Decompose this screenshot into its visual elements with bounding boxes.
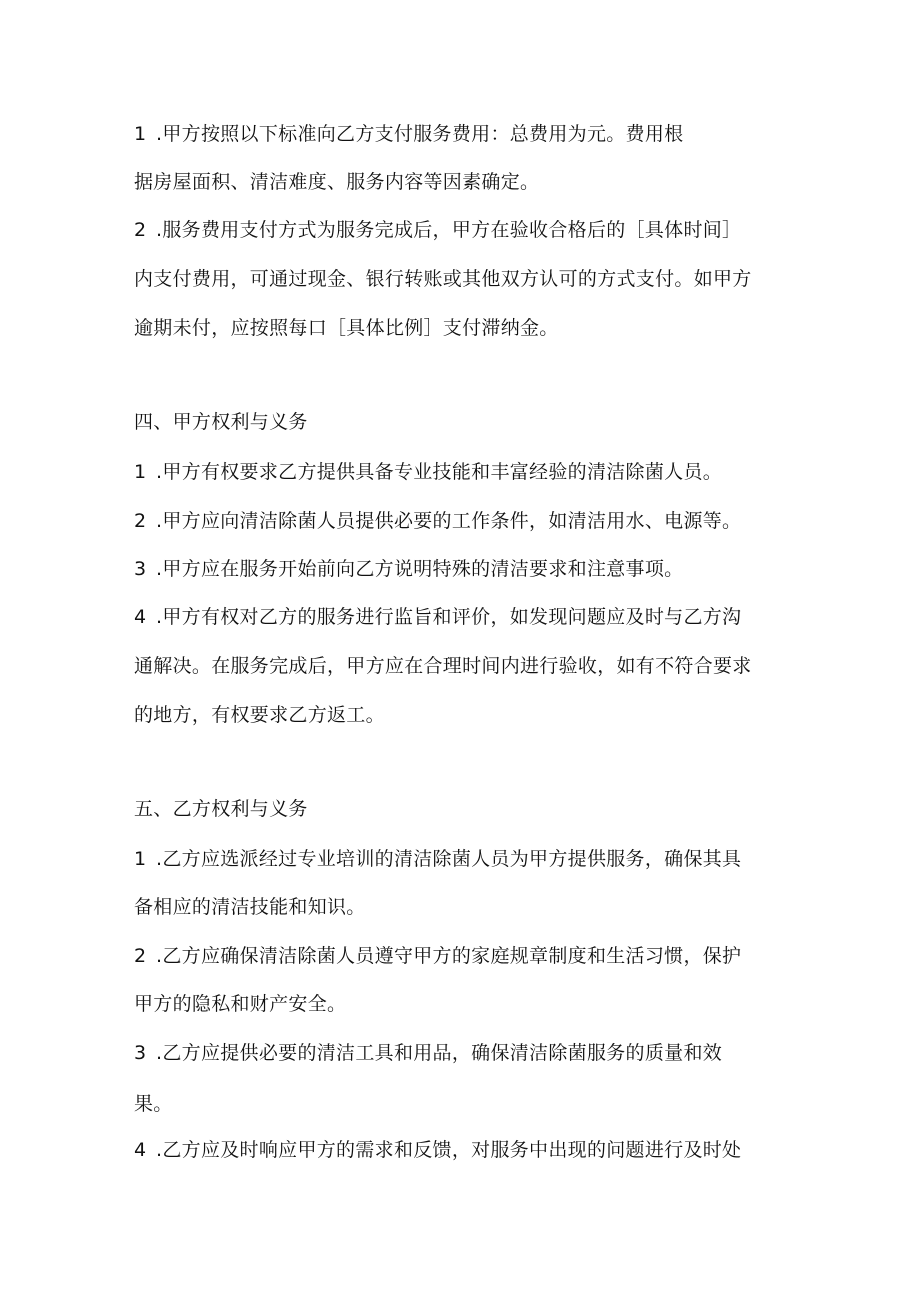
section4-heading: 四、甲方权利与义务 bbox=[134, 411, 308, 433]
item-number: 2 bbox=[134, 219, 147, 241]
s5-item2-line2: 甲方的隐私和财产安全。 bbox=[134, 993, 347, 1015]
item-number: 1 bbox=[134, 123, 147, 145]
s4-item1-line1: 1 .甲方有权要求乙方提供具备专业技能和丰富经验的清洁除菌人员。 bbox=[134, 461, 723, 483]
item-number: 2 bbox=[134, 945, 147, 967]
s3-item2-line1: 2 .服务费用支付方式为服务完成后，甲方在验收合格后的［具体时间］ bbox=[134, 219, 742, 241]
s4-item4-line2: 通解决。在服务完成后，甲方应在合理时间内进行验收，如有不符合要求 bbox=[134, 655, 752, 677]
s4-item4-line1: 4 .甲方有权对乙方的服务进行监旨和评价，如发现问题应及时与乙方沟 bbox=[134, 606, 742, 628]
s5-item3-line1: 3 .乙方应提供必要的清洁工具和用品，确保清洁除菌服务的质量和效 bbox=[134, 1042, 723, 1064]
s5-item1-line2: 备相应的清洁技能和知识。 bbox=[134, 896, 366, 918]
s4-item4-line3: 的地方，有权要求乙方返工。 bbox=[134, 704, 385, 726]
s3-item1-line2: 据房屋面积、清洁难度、服务内容等因素确定。 bbox=[134, 171, 540, 193]
s5-item4-line1: 4 .乙方应及时响应甲方的需求和反馈，对服务中出现的问题进行及时处 bbox=[134, 1139, 742, 1161]
s4-item2-line1: 2 .甲方应向清洁除菌人员提供必要的工作条件，如清洁用水、电源等。 bbox=[134, 510, 742, 532]
s5-item1-line1: 1 .乙方应选派经过专业培训的清洁除菌人员为甲方提供服务，确保其具 bbox=[134, 848, 742, 870]
section5-heading: 五、乙方权利与义务 bbox=[134, 798, 308, 820]
item-number: 4 bbox=[134, 1139, 147, 1161]
s3-item2-line2: 内支付费用，可通过现金、银行转账或其他双方认可的方式支付。如甲方 bbox=[134, 268, 752, 290]
item-number: 1 bbox=[134, 461, 147, 483]
s3-item1-line1: 1 .甲方按照以下标准向乙方支付服务费用：总费用为元。费用根 bbox=[134, 123, 684, 145]
s5-item2-line1: 2 .乙方应确保清洁除菌人员遵守甲方的家庭规章制度和生活习惯，保护 bbox=[134, 945, 742, 967]
item-number: 1 bbox=[134, 848, 147, 870]
s5-item3-line2: 果。 bbox=[134, 1093, 173, 1115]
item-number: 2 bbox=[134, 510, 147, 532]
item-number: 4 bbox=[134, 606, 147, 628]
s3-item2-line3: 逾期未付，应按照每口［具体比例］支付滞纳金。 bbox=[134, 317, 559, 339]
item-number: 3 bbox=[134, 1042, 147, 1064]
s4-item3-line1: 3 .甲方应在服务开始前向乙方说明特殊的清洁要求和注意事项。 bbox=[134, 558, 684, 580]
item-number: 3 bbox=[134, 558, 147, 580]
